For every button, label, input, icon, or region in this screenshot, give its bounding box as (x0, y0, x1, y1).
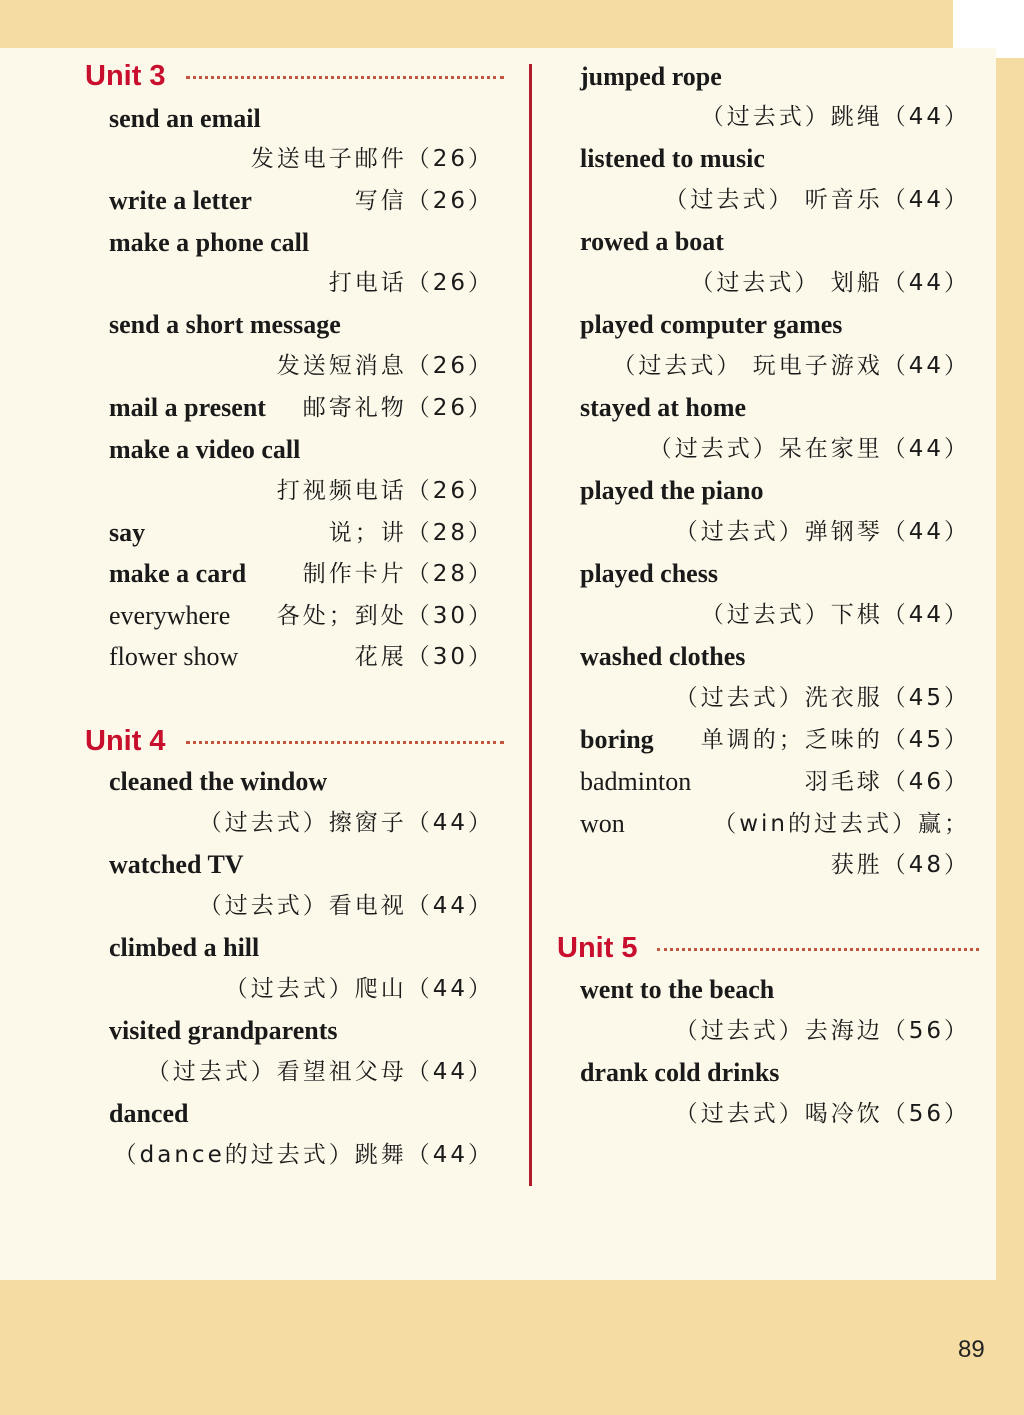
entry-cn: 羽毛球（46） (804, 769, 970, 795)
entry-cn: （过去式）擦窗子（44） (198, 810, 494, 836)
entry-en: make a phone call (109, 228, 310, 257)
entry-en: stayed at home (580, 393, 747, 422)
entry-cn: 邮寄礼物（26） (302, 395, 494, 421)
entry-cn: 发送电子邮件（26） (250, 146, 494, 172)
entry-en: played chess (580, 559, 718, 588)
entry-cn: （过去式） 划船（44） (690, 270, 970, 296)
entry-en: climbed a hill (109, 933, 260, 962)
entry-en: rowed a boat (580, 227, 724, 256)
unit-5-dots (657, 948, 979, 951)
entry-en: mail a present (109, 393, 266, 422)
entry-cn: 各处；到处（30） (276, 603, 494, 629)
entry-cn: 说；讲（28） (328, 520, 494, 546)
entry-en: say (109, 518, 146, 547)
entry-en: send an email (109, 104, 261, 133)
entry-cn: （过去式）呆在家里（44） (648, 436, 970, 462)
entry-cn: （过去式）去海边（56） (674, 1018, 970, 1044)
entry-en: played the piano (580, 476, 764, 505)
entry-en: jumped rope (580, 62, 722, 91)
entry-cn: 打视频电话（26） (276, 478, 494, 504)
entry-en: send a short message (109, 310, 341, 339)
entry-en: everywhere (109, 601, 231, 630)
entry-cn: （过去式）下棋（44） (700, 602, 970, 628)
unit-5-heading: Unit 5 (557, 932, 638, 964)
entry-en: visited grandparents (109, 1016, 338, 1045)
entry-en: listened to music (580, 144, 765, 173)
entry-en: drank cold drinks (580, 1058, 780, 1087)
entry-cn: 制作卡片（28） (302, 561, 494, 587)
entry-en: write a letter (109, 186, 252, 215)
column-divider (529, 64, 532, 1186)
entry-cn: 花展（30） (354, 644, 494, 670)
entry-cn: 发送短消息（26） (276, 353, 494, 379)
entry-en: won (580, 809, 625, 838)
entry-cn: （win的过去式）赢； (713, 811, 970, 837)
entry-cn-continued: 获胜（48） (830, 852, 970, 878)
entry-en: make a card (109, 559, 247, 588)
entry-cn: 打电话（26） (328, 270, 494, 296)
entry-en: make a video call (109, 435, 301, 464)
entry-cn: （过去式）看望祖父母（44） (146, 1059, 494, 1085)
entry-cn: （过去式）跳绳（44） (700, 104, 970, 130)
entry-cn: （过去式）爬山（44） (224, 976, 494, 1002)
entry-cn: （过去式）洗衣服（45） (674, 685, 970, 711)
entry-en: washed clothes (580, 642, 746, 671)
entry-cn: （过去式） 听音乐（44） (664, 187, 970, 213)
unit-3-dots (186, 76, 504, 79)
entry-en: flower show (109, 642, 239, 671)
entry-cn: 单调的；乏味的（45） (700, 727, 970, 753)
entry-en: went to the beach (580, 975, 775, 1004)
entry-en: watched TV (109, 850, 244, 879)
unit-3-heading: Unit 3 (85, 60, 166, 92)
entry-en: cleaned the window (109, 767, 328, 796)
entry-en: played computer games (580, 310, 843, 339)
entry-cn: （过去式）看电视（44） (198, 893, 494, 919)
entry-en: danced (109, 1099, 189, 1128)
entry-cn: （过去式）喝冷饮（56） (674, 1101, 970, 1127)
unit-4-heading: Unit 4 (85, 725, 166, 757)
entry-en: badminton (580, 767, 692, 796)
entry-cn: （过去式） 玩电子游戏（44） (612, 353, 970, 379)
unit-4-dots (186, 741, 504, 744)
entry-cn: （dance的过去式）跳舞（44） (113, 1142, 494, 1168)
entry-cn: 写信（26） (354, 188, 494, 214)
page-number: 89 (958, 1336, 985, 1363)
entry-en: boring (580, 725, 654, 754)
entry-cn: （过去式）弹钢琴（44） (674, 519, 970, 545)
